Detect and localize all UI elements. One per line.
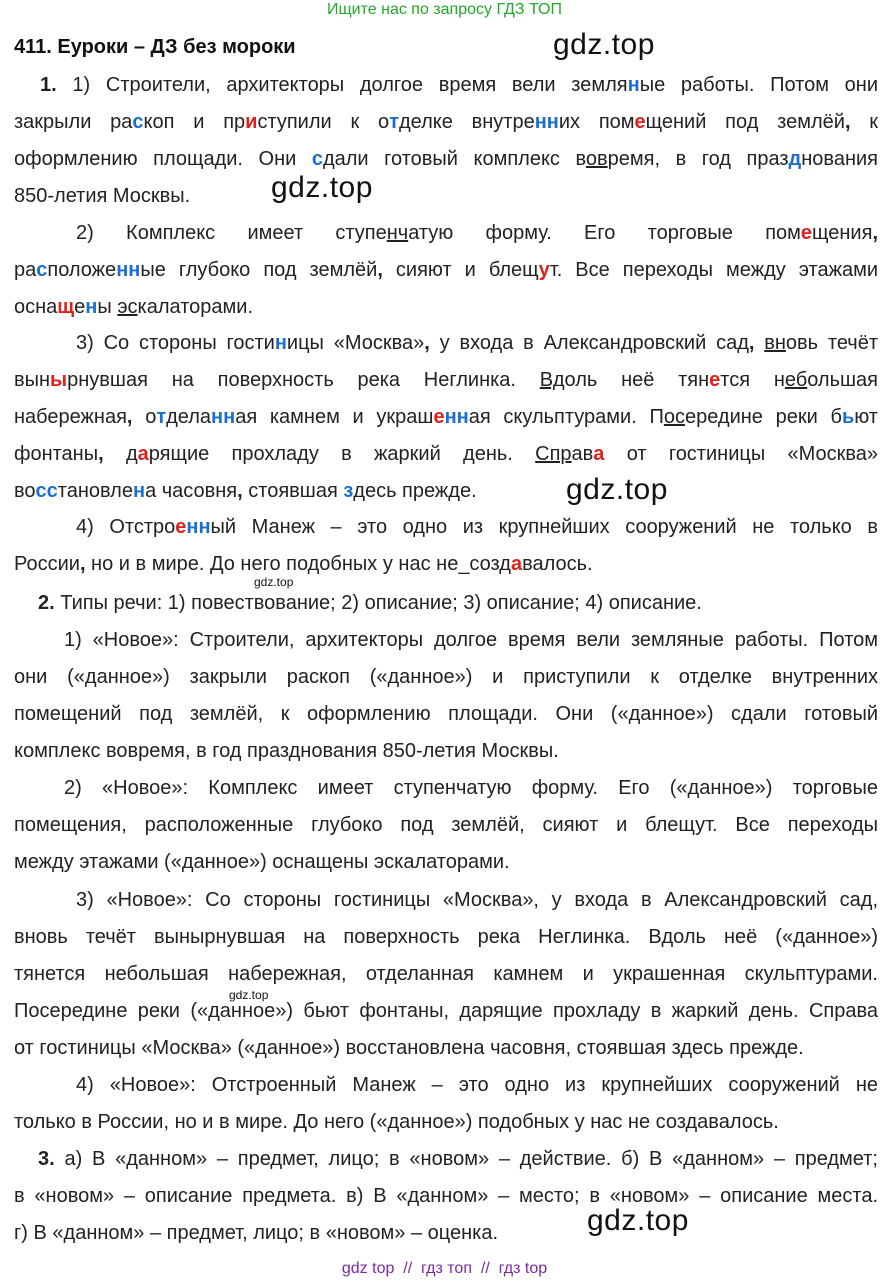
- text-line: помещения, расположенные глубоко под землёй, сияют и блещут. Все переходы: [14, 814, 878, 836]
- task1-paragraph-4: [14, 509, 878, 583]
- text-line: оформлению площади. Они сдали готовый комплекс вовремя, в год празднования: [14, 148, 878, 170]
- text-line: оснащены эскалаторами.: [14, 296, 253, 318]
- task2-paragraph-3: [14, 882, 878, 1067]
- task1-paragraph-1: [14, 67, 878, 215]
- text-line: вынырнувшая на поверхность река Неглинка. Вдоль неё тянется небольшая: [14, 369, 878, 391]
- text-line: вновь течёт вынырнувшая на поверхность река Неглинка. Вдоль неё («данное»): [14, 926, 878, 948]
- text-line: 1) «Новое»: Строители, архитекторы долгое время вели земляные работы. Потом: [64, 629, 878, 651]
- watermark: gdz.top: [271, 171, 373, 204]
- text-line: фонтаны, дарящие прохладу в жаркий день. Справа от гостиницы «Москва»: [14, 443, 878, 465]
- text-line: комплекс вовремя, в год празднования 850-летия Москвы.: [14, 740, 559, 762]
- text-line: Посередине реки («данное») бьют фонтаны, дарящие прохладу в жаркий день. Справа: [14, 1000, 878, 1022]
- watermark-small: gdz.top: [254, 575, 294, 589]
- watermark: gdz.top: [553, 28, 655, 61]
- task2-paragraph-4: [14, 1067, 878, 1141]
- text-line: 850-летия Москвы.: [14, 185, 191, 207]
- text-line: 2) Комплекс имеет ступенчатую форму. Его торговые помещения,: [76, 222, 878, 244]
- text-line: 3) Со стороны гостиницы «Москва», у входа в Александровский сад, вновь течёт: [76, 332, 878, 354]
- task1-paragraph-2: [14, 215, 878, 326]
- text-line: только в России, но и в мире. До него («данное») подобных у нас не создавалось.: [14, 1111, 779, 1133]
- text-line: набережная, отделанная камнем и украшенная скульптурами. Посередине реки бьют: [14, 406, 878, 428]
- task2-paragraph-2: [14, 770, 878, 881]
- text-line: г) В «данном» – предмет, лицо; в «новом» – оценка.: [14, 1222, 499, 1244]
- speech-types: Типы речи: 1) повествование; 2) описание; 3) описание; 4) описание.: [60, 592, 702, 614]
- text-line: 4) Отстроенный Манеж – это одно из крупнейших сооружений не только в: [76, 516, 878, 538]
- text-line: они («данное») закрыли раскоп («данное») и приступили к отделке внутренних: [14, 666, 878, 688]
- text-line: восстановлена часовня, стоявшая здесь прежде.: [14, 480, 477, 502]
- watermark: gdz.top: [566, 473, 668, 506]
- text-line: России, но и в мире. До него подобных у нас не_создавалось.: [14, 553, 593, 575]
- text-line: [14, 585, 878, 622]
- text-line: от гостиницы «Москва» («данное») восстановлена часовня, стоявшая здесь прежде.: [14, 1037, 804, 1059]
- text-line: расположенные глубоко под землёй, сияют и блещут. Все переходы между этажами: [14, 259, 878, 281]
- task3-paragraph: [14, 1141, 878, 1252]
- task1-paragraph-3: [14, 325, 878, 510]
- task2-intro: [14, 585, 878, 622]
- task-number: 3.: [38, 1148, 55, 1170]
- text-line: в «новом» – описание предмета. в) В «данном» – место; в «новом» – описание места.: [14, 1185, 878, 1207]
- task2-paragraph-1: [14, 622, 878, 770]
- text-line: 1. 1) Строители, архитекторы долгое время вели земляные работы. Потом они: [40, 74, 878, 96]
- text-line: 3. а) В «данном» – предмет, лицо; в «новом» – действие. б) В «данном» – предмет;: [38, 1148, 878, 1170]
- footer-links[interactable]: gdz top // гдз топ // гдз top: [341, 1260, 548, 1277]
- text-line: 3) «Новое»: Со стороны гостиницы «Москва», у входа в Александровский сад,: [76, 889, 878, 911]
- text-line: закрыли раскоп и приступили к отделке внутренних помещений под землёй, к: [14, 111, 878, 133]
- text-line: тянется небольшая набережная, отделанная камнем и украшенная скульптурами.: [14, 963, 878, 985]
- text-line: 4) «Новое»: Отстроенный Манеж – это одно из крупнейших сооружений не: [76, 1074, 878, 1096]
- page-title: 411. Еуроки – ДЗ без мороки: [14, 36, 296, 58]
- text-line: между этажами («данное») оснащены эскалаторами.: [14, 851, 510, 873]
- watermark-small: gdz.top: [229, 988, 269, 1002]
- watermark: gdz.top: [587, 1204, 689, 1237]
- text-line: помещений под землёй, к оформлению площади. Они («данное») сдали готовый: [14, 703, 878, 725]
- top-search-hint[interactable]: Ищите нас по запросу ГДЗ ТОП: [327, 1, 562, 18]
- task-number: 2.: [38, 592, 55, 614]
- task-number: 1.: [40, 74, 57, 96]
- text-line: 2) «Новое»: Комплекс имеет ступенчатую форму. Его («данное») торговые: [64, 777, 878, 799]
